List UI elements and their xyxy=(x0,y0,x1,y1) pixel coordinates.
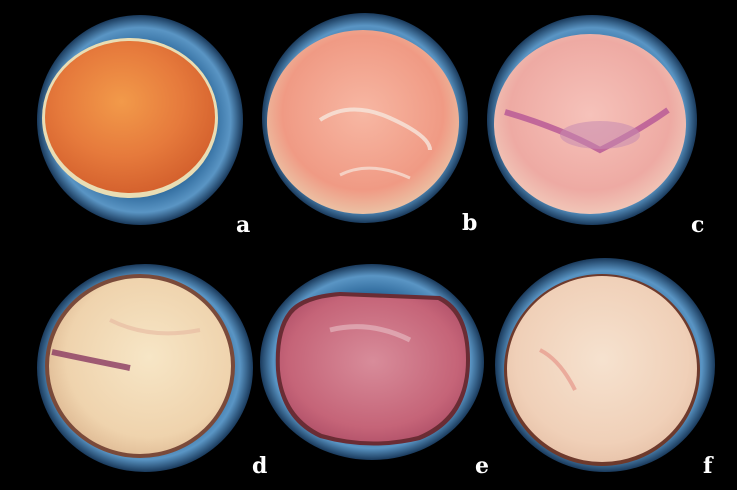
panel-label-a: a xyxy=(236,212,251,238)
panel-e xyxy=(260,264,484,460)
tissue-d xyxy=(49,278,231,454)
panel-b xyxy=(262,13,468,223)
panel-label-b: b xyxy=(462,210,478,236)
tissue-spot-c xyxy=(560,121,640,149)
panel-label-f: f xyxy=(703,453,713,479)
panel-d xyxy=(37,264,253,472)
panel-label-d: d xyxy=(252,453,268,479)
tissue-a xyxy=(45,41,215,193)
tissue-f xyxy=(507,276,697,462)
panel-a xyxy=(37,15,243,225)
panel-c xyxy=(487,15,697,225)
tissue-e xyxy=(280,296,466,442)
panel-label-c: c xyxy=(691,212,705,238)
tissue-b xyxy=(267,30,459,214)
panel-label-e: e xyxy=(475,453,489,479)
panel-f xyxy=(495,258,715,472)
